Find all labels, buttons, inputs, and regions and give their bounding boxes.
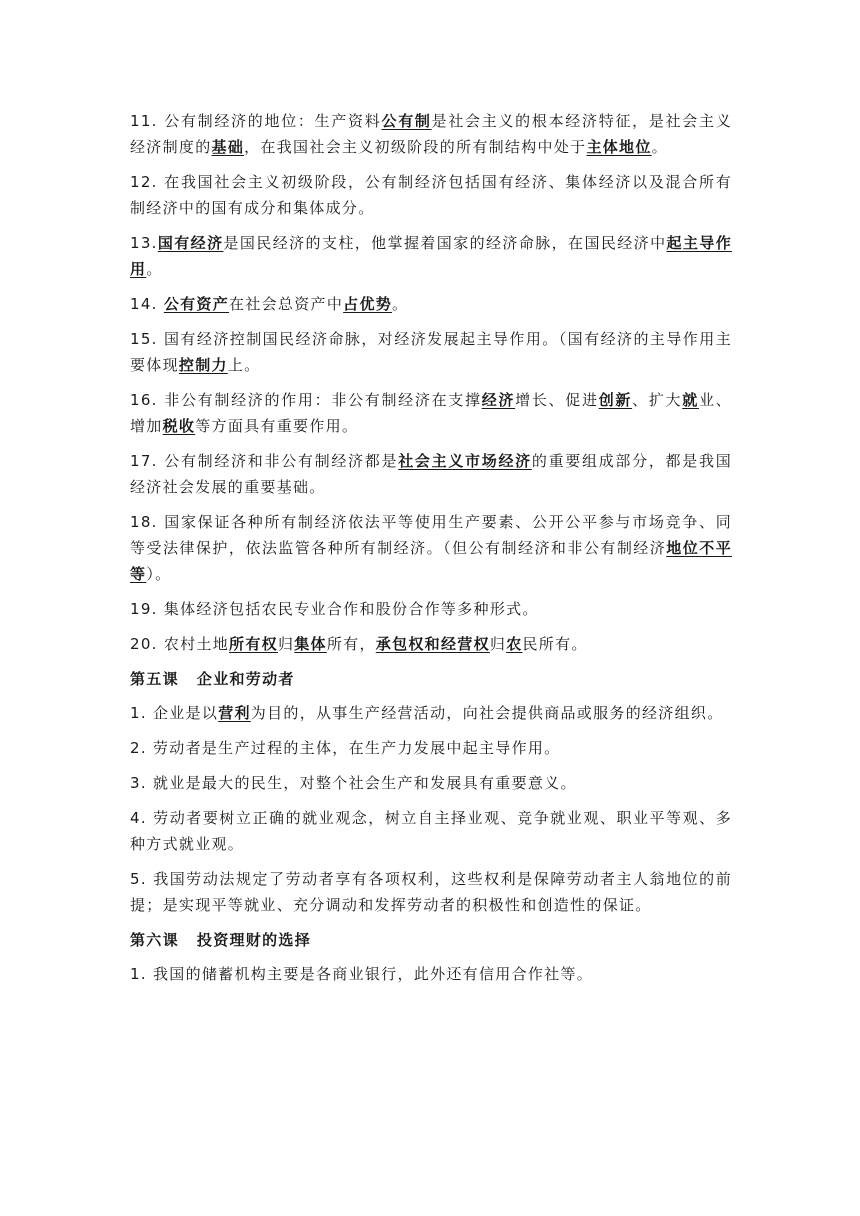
lesson-heading — [130, 666, 732, 692]
list-item — [130, 230, 732, 282]
lesson-title: 投资理财的选择 — [196, 931, 312, 949]
list-item — [130, 108, 732, 160]
text-run: 的重要组成部分，都是我国经济社会发展的重要基础。 — [130, 452, 732, 496]
list-item — [130, 866, 732, 918]
lesson-number: 第六课 — [130, 931, 179, 949]
text-run: 。 — [392, 295, 409, 313]
text-run: 民所有。 — [522, 635, 588, 653]
key-term: 控制力 — [178, 356, 228, 374]
text-run: 归 — [489, 635, 507, 653]
text-run: 业、增加 — [130, 391, 732, 435]
lesson-heading — [130, 927, 732, 953]
text-run: 18. 国家保证各种所有制经济依法平等使用生产要素、公开公平参与市场竞争、同等受法律保护，依法监管各种所有制经济。（但公有制经济和非公有制经济 — [130, 513, 732, 557]
text-run: 17. 公有制经济和非公有制经济都是 — [130, 452, 399, 470]
list-item — [130, 631, 732, 657]
text-run: 14. — [130, 295, 164, 313]
key-term: 创新 — [598, 391, 633, 409]
key-term: 公有制 — [381, 112, 432, 130]
list-item — [130, 509, 732, 587]
key-term: 就 — [682, 391, 699, 409]
key-term: 地位不平等 — [130, 539, 732, 583]
lesson-title: 企业和劳动者 — [196, 670, 295, 688]
text-run: 为目的，从事生产经营活动，向社会提供商品或服务的经济组织。 — [250, 704, 724, 722]
text-run: 1. 我国的储蓄机构主要是各商业银行，此外还有信用合作社等。 — [130, 965, 594, 983]
list-item — [130, 291, 732, 317]
text-run: 11. 公有制经济的地位：生产资料 — [130, 112, 382, 130]
key-term: 承包权和经营权 — [375, 635, 490, 653]
key-term: 税收 — [162, 417, 196, 435]
key-term: 占优势 — [343, 295, 393, 313]
list-item — [130, 169, 732, 221]
text-run: 13. — [130, 234, 158, 252]
text-run: ，在我国社会主义初级阶段的所有制结构中处于 — [244, 138, 587, 156]
list-item — [130, 387, 732, 439]
key-term: 社会主义市场经济 — [398, 452, 532, 470]
text-run: 。 — [146, 260, 163, 278]
list-item — [130, 448, 732, 500]
key-term: 主体地位 — [586, 138, 652, 156]
text-run: 3. 就业是最大的民生，对整个社会生产和发展具有重要意义。 — [130, 774, 577, 792]
list-item — [130, 961, 732, 987]
list-item — [130, 700, 732, 726]
text-run: 所有， — [326, 635, 376, 653]
list-item — [130, 735, 732, 761]
key-term: 集体 — [294, 635, 327, 653]
text-run: 20. 农村土地 — [130, 635, 230, 653]
text-run: 在社会总资产中 — [229, 295, 344, 313]
key-term: 营利 — [218, 704, 251, 722]
text-run: 1. 企业是以 — [130, 704, 219, 722]
text-run: 上。 — [227, 356, 261, 374]
list-item — [130, 596, 732, 622]
text-run: 16. 非公有制经济的作用：非公有制经济在支撑 — [130, 391, 482, 409]
text-run: 19. 集体经济包括农民专业合作和股份合作等多种形式。 — [130, 600, 539, 618]
text-run: 2. 劳动者是生产过程的主体，在生产力发展中起主导作用。 — [130, 739, 561, 757]
list-item — [130, 770, 732, 796]
key-term: 起主导作用 — [130, 234, 733, 278]
text-run: 。 — [651, 138, 668, 156]
text-run: 、扩大 — [632, 391, 683, 409]
text-run: 归 — [277, 635, 295, 653]
key-term: 农 — [506, 635, 523, 653]
text-run: ）。 — [146, 565, 172, 583]
text-run: 增长、促进 — [515, 391, 599, 409]
document-body — [130, 108, 732, 996]
text-run: 5. 我国劳动法规定了劳动者享有各项权利，这些权利是保障劳动者主人翁地位的前提；是实现平等就业、充分调动和发挥劳动者的积极性和创造性的保证。 — [130, 870, 732, 914]
key-term: 所有权 — [229, 635, 278, 653]
lesson-number: 第五课 — [130, 670, 179, 688]
text-run: 15. 国有经济控制国民经济命脉，对经济发展起主导作用。（国有经济的主导作用主要体现 — [130, 330, 732, 374]
list-item — [130, 326, 732, 378]
key-term: 公有资产 — [163, 295, 230, 313]
list-item — [130, 805, 732, 857]
text-run: 12. 在我国社会主义初级阶段，公有制经济包括国有经济、集体经济以及混合所有制经济中的国有成分和集体成分。 — [130, 173, 732, 217]
text-run: 是社会主义的根本经济特征，是社会主义经济制度的 — [130, 112, 733, 156]
key-term: 经济 — [481, 391, 516, 409]
text-run: 等方面具有重要作用。 — [195, 417, 359, 435]
key-term: 国有经济 — [157, 234, 224, 252]
text-run: 是国民经济的支柱，他掌握着国家的经济命脉，在国民经济中 — [223, 234, 667, 252]
text-run: 4. 劳动者要树立正确的就业观念，树立自主择业观、竞争就业观、职业平等观、多种方式就业观。 — [130, 809, 732, 853]
key-term: 基础 — [211, 138, 245, 156]
